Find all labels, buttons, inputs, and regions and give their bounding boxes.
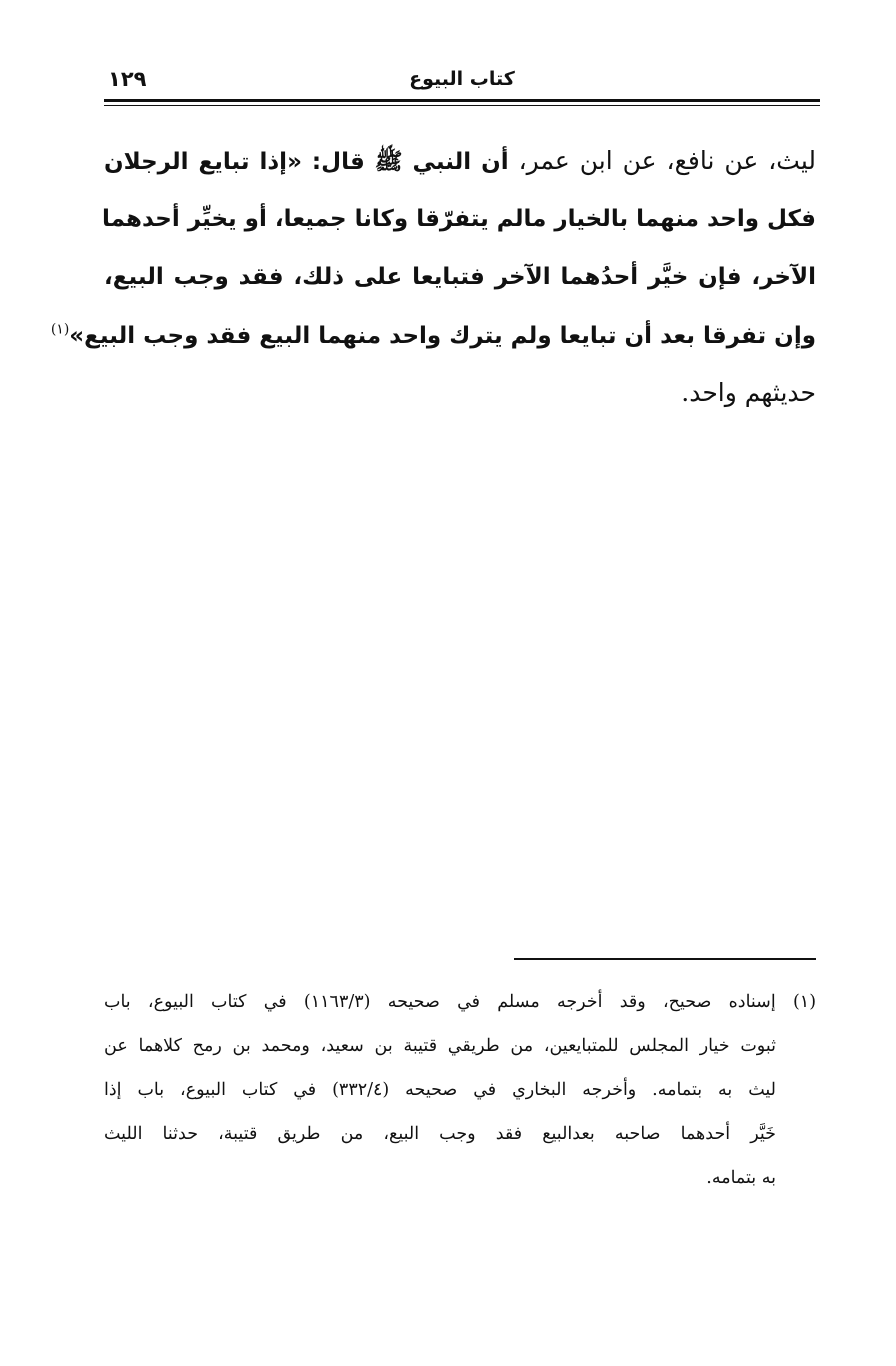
main-text <box>50 132 816 422</box>
main-line-5: حديثهم واحد. <box>681 378 816 407</box>
main-line-3: الآخر، فإن خيَّر أحدُهما الآخر فتبايعا على ذلك، فقد وجب البيع، <box>104 264 816 290</box>
isnad-text: ليث، عن نافع، عن ابن عمر، <box>508 146 816 175</box>
main-line-2: فكل واحد منهما بالخيار مالم يتفرّقا وكانا جميعا، أو يخيِّر أحدهما <box>102 206 816 232</box>
header-rule-thin <box>104 105 820 106</box>
footnote-line-3: ليث به بتمامه. وأخرجه البخاري في صحيحه (٣٣٢/٤) في كتاب البيوع، باب إذا <box>104 1080 777 1100</box>
footnote-line-5: به بتمامه. <box>706 1168 776 1188</box>
hadith-text-end: وإن تفرقا بعد أن تبايعا ولم يترك واحد منهما البيع فقد وجب البيع» <box>69 323 816 349</box>
running-header <box>104 66 820 100</box>
footnote <box>104 980 816 1200</box>
main-line-1 <box>104 132 816 190</box>
footnote-line-2: ثبوت خيار المجلس للمتبايعين، من طريقي قتيبة بن سعيد، ومحمد بن رمح كلاهما عن <box>104 1036 776 1056</box>
page-number: ١٢٩ <box>108 67 147 91</box>
footnote-separator <box>514 958 816 960</box>
footnote-line-1: (١) إسناده صحيح، وقد أخرجه مسلم في صحيحه (١١٦٣/٣) في كتاب البيوع، باب <box>104 992 817 1012</box>
hadith-text-start: أن النبي ﷺ قال: «إذا تبايع الرجلان <box>104 149 509 175</box>
main-line-4 <box>50 306 816 364</box>
header-rule-thick <box>104 99 820 102</box>
chapter-title: كتاب البيوع <box>409 68 515 90</box>
footnote-marker: (١) <box>50 321 70 338</box>
footnote-line-4: خَيَّر أحدهما صاحبه بعدالبيع فقد وجب البيع، من طريق قتيبة، حدثنا الليث <box>104 1124 776 1144</box>
